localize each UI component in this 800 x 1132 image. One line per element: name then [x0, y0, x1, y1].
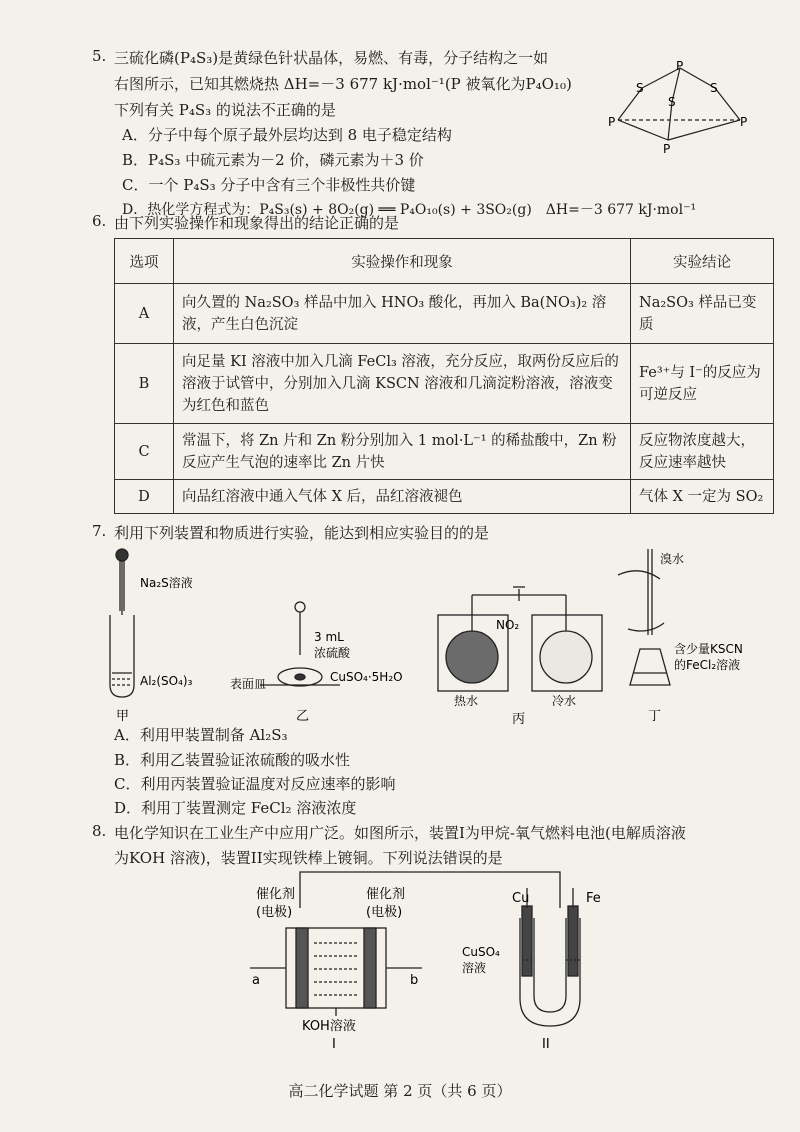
q6-number: 6. [92, 212, 107, 230]
label-device-2: II [542, 1037, 550, 1052]
q5-number: 5. [92, 47, 107, 65]
label-cu: Cu [512, 891, 530, 906]
p4s3-structure-diagram [600, 58, 760, 158]
label-yi: 乙 [296, 709, 310, 724]
header-option: 选项 [115, 239, 174, 284]
label-kscn: 含少量KSCN [674, 642, 743, 656]
q6-stem: 由下列实验操作和现象得出的结论正确的是 [114, 214, 400, 232]
apparatus-yi [260, 602, 340, 686]
label-inlet-a: a [252, 973, 260, 988]
row-conclusion: Fe³⁺与 I⁻的反应为可逆反应 [631, 344, 774, 424]
q5-option-a: A．分子中每个原子最外层均达到 8 电子稳定结构 [122, 126, 452, 144]
q7-option-b: B．利用乙装置验证浓硫酸的吸水性 [114, 751, 351, 769]
label-inlet-b: b [410, 973, 419, 988]
label-ding: 丁 [648, 709, 662, 724]
experiment-table [114, 238, 774, 514]
p-atom-top: P [676, 59, 684, 73]
label-fe: Fe [586, 891, 601, 906]
header-procedure: 实验操作和现象 [174, 239, 631, 284]
apparatus-ding [618, 549, 670, 685]
row-conclusion: 气体 X 一定为 SO₂ [631, 480, 774, 514]
label-na2s: Na₂S溶液 [140, 576, 193, 590]
label-no2: NO₂ [496, 618, 520, 632]
p-atom-bottom: P [663, 142, 671, 156]
q8-line-1: 电化学知识在工业生产中应用广泛。如图所示，装置I为甲烷-氧气燃料电池(电解质溶液 [114, 824, 686, 842]
row-label: D [115, 480, 174, 514]
row-label: C [115, 424, 174, 480]
q5-line-2: 右图所示，已知其燃烧热 ΔH=－3 677 kJ·mol⁻¹(P 被氧化为P₄O₁₀) [114, 75, 572, 93]
table-header-row [115, 239, 774, 284]
fuel-cell-device [250, 928, 422, 1016]
label-al2so4: Al₂(SO₄)₃ [140, 674, 193, 688]
apparatus-jia [110, 549, 134, 697]
row-procedure: 向品红溶液中通入气体 X 后，品红溶液褪色 [174, 480, 631, 514]
label-cold-water: 冷水 [552, 694, 577, 708]
q7-apparatus-figure [100, 545, 780, 725]
row-conclusion: 反应物浓度越大，反应速率越快 [631, 424, 774, 480]
table-row [115, 284, 774, 344]
label-cuso4: CuSO₄ [462, 945, 500, 959]
label-electrode-right: (电极) [366, 905, 403, 920]
row-label: A [115, 284, 174, 344]
label-electrode-left: (电极) [256, 905, 293, 920]
s-atom-right: S [710, 81, 718, 95]
q5-option-b: B．P₄S₃ 中硫元素为－2 价，磷元素为＋3 价 [122, 151, 424, 169]
q5-option-c: C．一个 P₄S₃ 分子中含有三个非极性共价键 [122, 176, 416, 194]
q8-line-2: 为KOH 溶液)，装置II实现铁棒上镀铜。下列说法错误的是 [114, 849, 503, 867]
label-catalyst-right: 催化剂 [366, 887, 406, 902]
label-bromine-water: 溴水 [660, 552, 685, 566]
label-3ml: 3 mL [314, 630, 344, 644]
table-row [115, 480, 774, 514]
u-tube-device [520, 888, 580, 1026]
q8-number: 8. [92, 822, 107, 840]
q7-stem: 利用下列装置和物质进行实验，能达到相应实验目的的是 [114, 524, 490, 542]
label-bing: 丙 [512, 712, 526, 725]
q5-line-1: 三硫化磷(P₄S₃)是黄绿色针状晶体，易燃、有毒，分子结构之一如 [114, 49, 549, 67]
label-watch-glass: 表面皿 [230, 677, 267, 691]
label-device-1: I [332, 1037, 336, 1052]
p-atom-right: P [740, 115, 748, 129]
label-jia: 甲 [116, 709, 130, 724]
header-conclusion: 实验结论 [631, 239, 774, 284]
q7-option-a: A．利用甲装置制备 Al₂S₃ [114, 726, 288, 744]
q8-electrochem-figure [230, 868, 630, 1058]
label-solution: 溶液 [462, 961, 487, 975]
p-atom-left: P [608, 115, 616, 129]
row-label: B [115, 344, 174, 424]
label-koh: KOH溶液 [302, 1019, 356, 1034]
row-procedure: 向久置的 Na₂SO₃ 样品中加入 HNO₃ 酸化，再加入 Ba(NO₃)₂ 溶液，产生白色沉淀 [174, 284, 631, 344]
q7-option-c: C．利用丙装置验证温度对反应速率的影响 [114, 775, 396, 793]
table-row [115, 344, 774, 424]
label-catalyst-left: 催化剂 [256, 887, 296, 902]
q7-option-d: D．利用丁装置测定 FeCl₂ 溶液浓度 [114, 799, 357, 817]
page-footer: 高二化学试题 第 2 页（共 6 页） [288, 1082, 512, 1100]
label-conc-h2so4: 浓硫酸 [314, 646, 351, 660]
apparatus-bing [438, 587, 602, 691]
row-procedure: 常温下，将 Zn 片和 Zn 粉分别加入 1 mol·L⁻¹ 的稀盐酸中，Zn 粉反应产生气泡的速率比 Zn 片快 [174, 424, 631, 480]
label-cuso4-5h2o: CuSO₄·5H₂O [330, 670, 403, 684]
row-conclusion: Na₂SO₃ 样品已变质 [631, 284, 774, 344]
q7-number: 7. [92, 522, 107, 540]
q5-option-d: D．热化学方程式为：P₄S₃(s) + 8O₂(g) ══ P₄O₁₀(s) + 3SO₂(g) ΔH=－3 677 kJ·mol⁻¹ [122, 202, 697, 218]
table-row [115, 424, 774, 480]
s-atom-left: S [636, 81, 644, 95]
q5-line-3: 下列有关 P₄S₃ 的说法不正确的是 [114, 101, 336, 119]
row-procedure: 向足量 KI 溶液中加入几滴 FeCl₃ 溶液，充分反应，取两份反应后的溶液于试管中，分别加入几滴 KSCN 溶液和几滴淀粉溶液，溶液变为红色和蓝色 [174, 344, 631, 424]
label-fecl2: 的FeCl₂溶液 [674, 658, 741, 672]
label-hot-water: 热水 [454, 694, 479, 708]
s-atom-middle: S [668, 95, 676, 109]
